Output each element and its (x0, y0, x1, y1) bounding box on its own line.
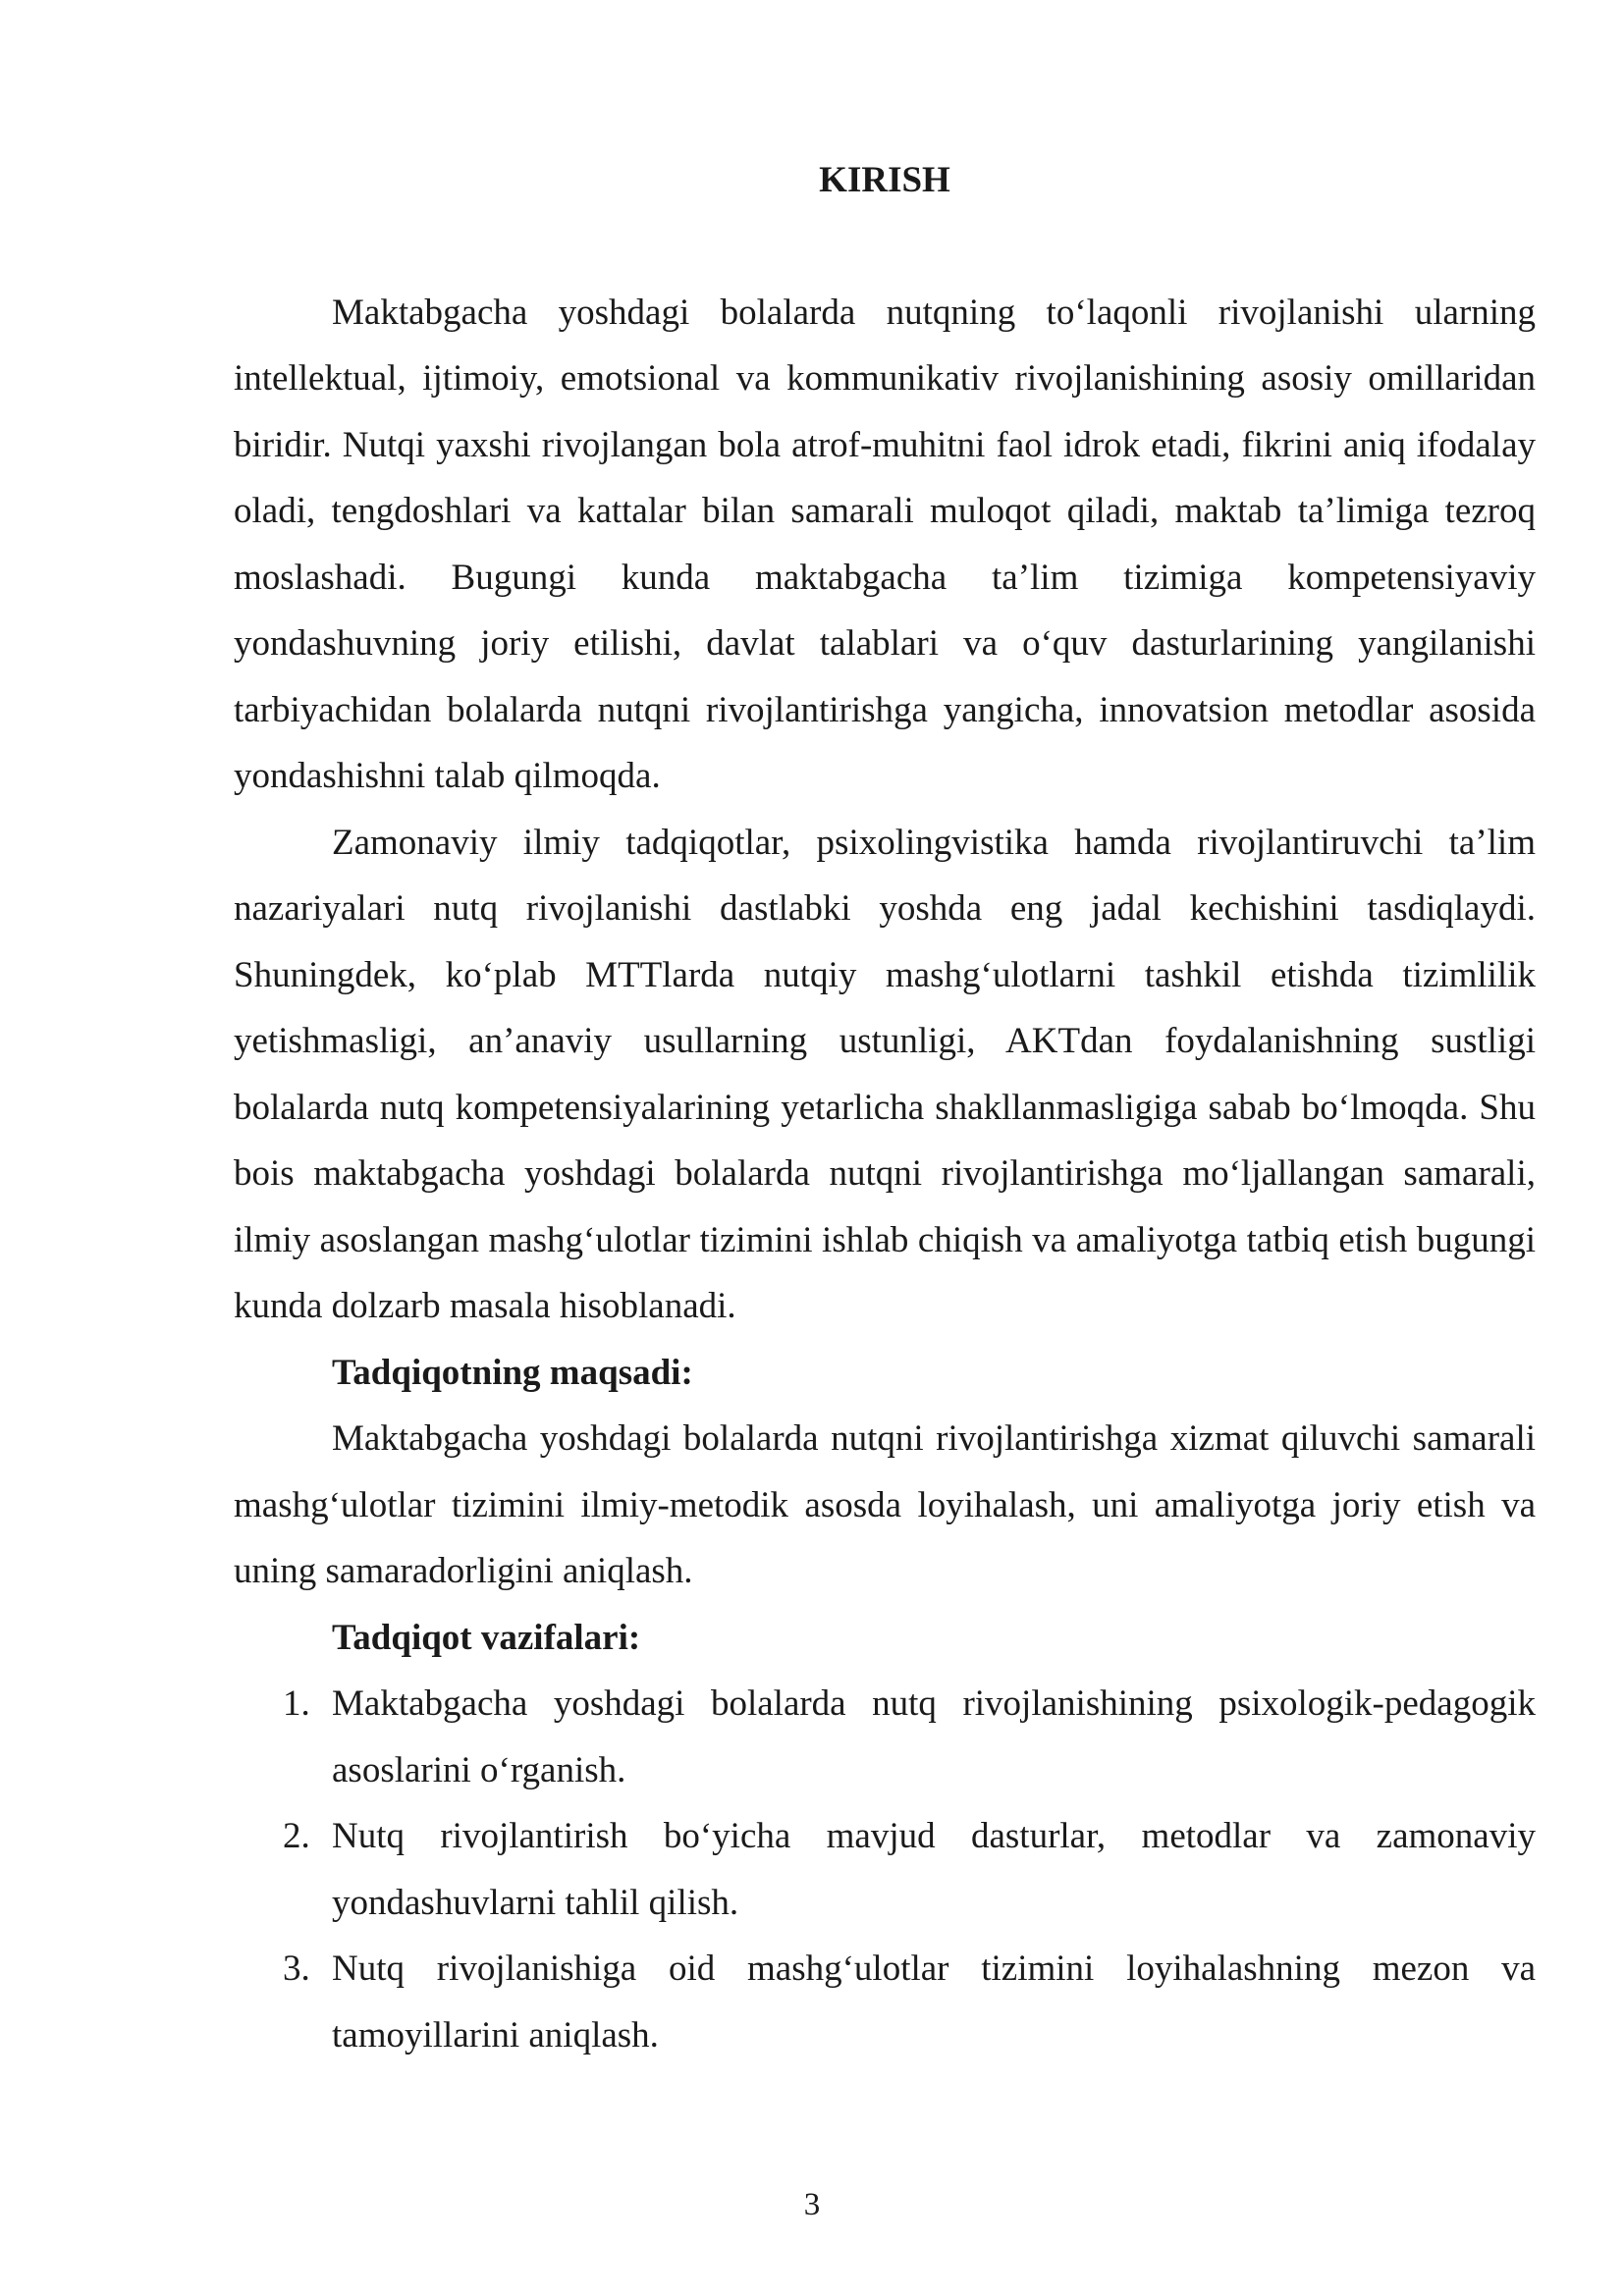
task-item (234, 1803, 1536, 1936)
task-number: 2. (283, 1816, 310, 1856)
task-text: Nutq rivojlanishiga oid mashg‘ulotlar tizimini loyihalashning mezon va tamoyillarini aniqlash. (332, 1949, 1536, 2056)
page-number: 3 (803, 2187, 821, 2222)
page-title: KIRISH (819, 160, 950, 200)
intro-paragraph-1: Maktabgacha yoshdagi bolalarda nutqning to‘laqonli rivojlanishi ularning intellektual, ijtimoiy, emotsional va kommunikativ rivojlanishining asosiy omillaridan biridir. Nutqi yaxshi rivojlangan bola atrof-muhitni faol idrok etadi, fikrini aniq ifodalay oladi, tengdoshlari va kattalar bilan samarali muloqot qiladi, maktab ta’limiga tezroq moslashadi. Bugungi kunda maktabgacha ta’lim tizimiga kompetensiyaviy yondashuvning joriy etilishi, davlat talablari va o‘quv dasturlarining yangilanishi tarbiyachidan bolalarda nutqni rivojlantirishga yangicha, innovatsion metodlar asosida yondashishni talab qilmoqda. (234, 292, 1536, 796)
tasks-list (234, 1671, 1536, 2068)
task-text: Maktabgacha yoshdagi bolalarda nutq rivojlanishining psixologik-pedagogik asoslarini o‘rganish. (332, 1683, 1536, 1790)
task-item (234, 1936, 1536, 2068)
intro-paragraph-2: Zamonaviy ilmiy tadqiqotlar, psixolingvistika hamda rivojlantiruvchi ta’lim nazariyalari nutq rivojlanishi dastlabki yoshda eng jadal kechishini tasdiqlaydi. Shuningdek, ko‘plab MTTlarda nutqiy mashg‘ulotlarni tashkil etishda tizimlilik yetishmasligi, an’anaviy usullarning ustunligi, AKTdan foydalanishning sustligi bolalarda nutq kompetensiyalarining yetarlicha shakllanmasligiga sabab bo‘lmoqda. Shu bois maktabgacha yoshdagi bolalarda nutqni rivojlantirishga mo‘ljallangan samarali, ilmiy asoslangan mashg‘ulotlar tizimini ishlab chiqish va amaliyotga tatbiq etish bugungi kunda dolzarb masala hisoblanadi. (234, 822, 1536, 1326)
task-number: 3. (283, 1949, 310, 1989)
task-item (234, 1671, 1536, 1803)
goal-heading: Tadqiqotning maqsadi: (332, 1352, 693, 1393)
task-text: Nutq rivojlantirish bo‘yicha mavjud dasturlar, metodlar va zamonaviy yondashuvlarni tahlil qilish. (332, 1816, 1536, 1923)
goal-text: Maktabgacha yoshdagi bolalarda nutqni rivojlantirishga xizmat qiluvchi samarali mashg‘ulotlar tizimini ilmiy-metodik asosda loyihalash, uni amaliyotga joriy etish va uning samaradorligini aniqlash. (234, 1418, 1536, 1591)
tasks-heading: Tadqiqot vazifalari: (332, 1617, 641, 1658)
document-page (234, 147, 1536, 2068)
task-number: 1. (283, 1683, 310, 1724)
